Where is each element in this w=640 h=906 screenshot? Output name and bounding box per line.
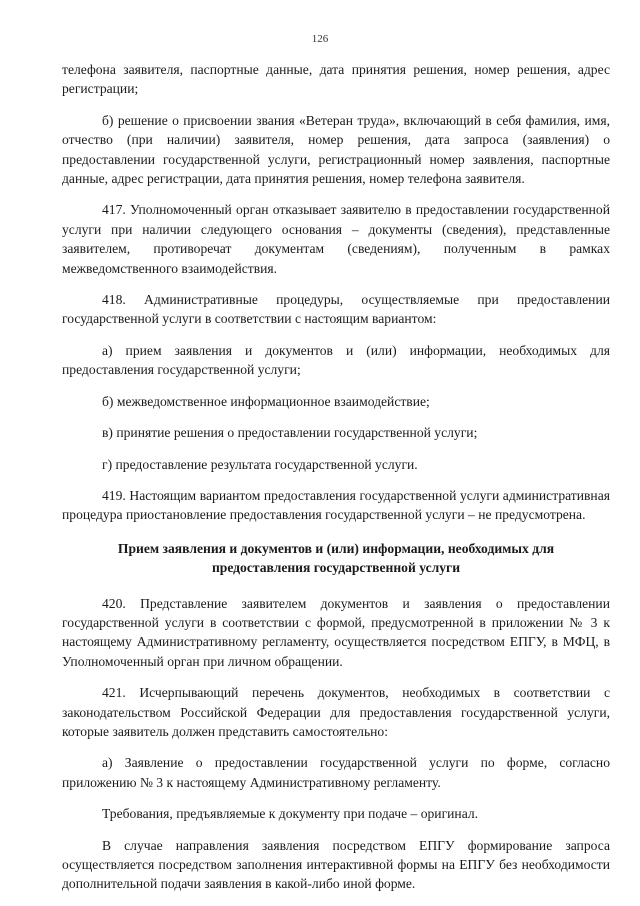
document-body — [62, 60, 610, 906]
list-item-a-application: а) Заявление о предоставлении государственной услуги по форме, согласно приложению № 3 к настоящему Административному регламенту. — [62, 755, 610, 790]
list-item-v: в) принятие решения о предоставлении государственной услуги; — [102, 425, 478, 441]
page-number: 126 — [311, 33, 329, 45]
list-item-g: г) предоставление результата государственной услуги. — [102, 456, 418, 472]
paragraph-epgu: В случае направления заявления посредством ЕПГУ формирование запроса осуществляется посредством заполнения интерактивной формы на ЕПГУ без необходимости дополнительной подачи заявления в какой-либо иной форме. — [62, 837, 610, 892]
paragraph-requirements: Требования, предъявляемые к документу при подаче – оригинал. — [102, 806, 479, 822]
paragraph-419: 419. Настоящим вариантом предоставления государственной услуги административная процедура приостановление предоставления государственной услуги – не предусмотрена. — [62, 487, 610, 523]
paragraph-418: 418. Административные процедуры, осуществляемые при предоставлении государственной услуги в соответствии с настоящим вариантом: — [62, 292, 610, 327]
paragraph-b-decision: б) решение о присвоении звания «Ветеран труда», включающий в себя фамилия, имя, отчество (при наличии) заявителя, номер решения, дата запроса (заявления) о предоставлении государственной услуги, регистрационный номер заявления, паспортные данные, адрес регистрации, дата принятия решения, номер телефона заявителя. — [62, 112, 610, 187]
paragraph-continuation: телефона заявителя, паспортные данные, дата принятия решения, номер решения, адрес регистрации; — [62, 62, 610, 97]
paragraph-417: 417. Уполномоченный орган отказывает заявителю в предоставлении государственной услуги при наличии следующего основания – документы (сведения), представленные заявителем, противоречат документам (сведениям), полученным в рамках межведомственного взаимодействия. — [62, 202, 610, 276]
list-item-b: б) межведомственное информационное взаимодействие; — [102, 393, 430, 409]
paragraph-421: 421. Исчерпывающий перечень документов, необходимых в соответствии с законодательством Российской Федерации для предоставления государственной услуги, которые заявитель должен представить самостоятельно: — [62, 685, 610, 739]
paragraph-420: 420. Представление заявителем документов и заявления о предоставлении государственной услуги в соответствии с формой, предусмотренной в приложении № 3 к настоящему Административному регламенту, осуществляется посредством ЕПГУ, в МФЦ, в Уполномоченный орган при личном обращении. — [62, 595, 610, 669]
list-item-a: а) прием заявления и документов и (или) информации, необходимых для предоставления государственной услуги; — [62, 342, 610, 378]
section-heading: Прием заявления и документов и (или) информации, необходимых для предоставления государственной услуги — [117, 540, 555, 576]
